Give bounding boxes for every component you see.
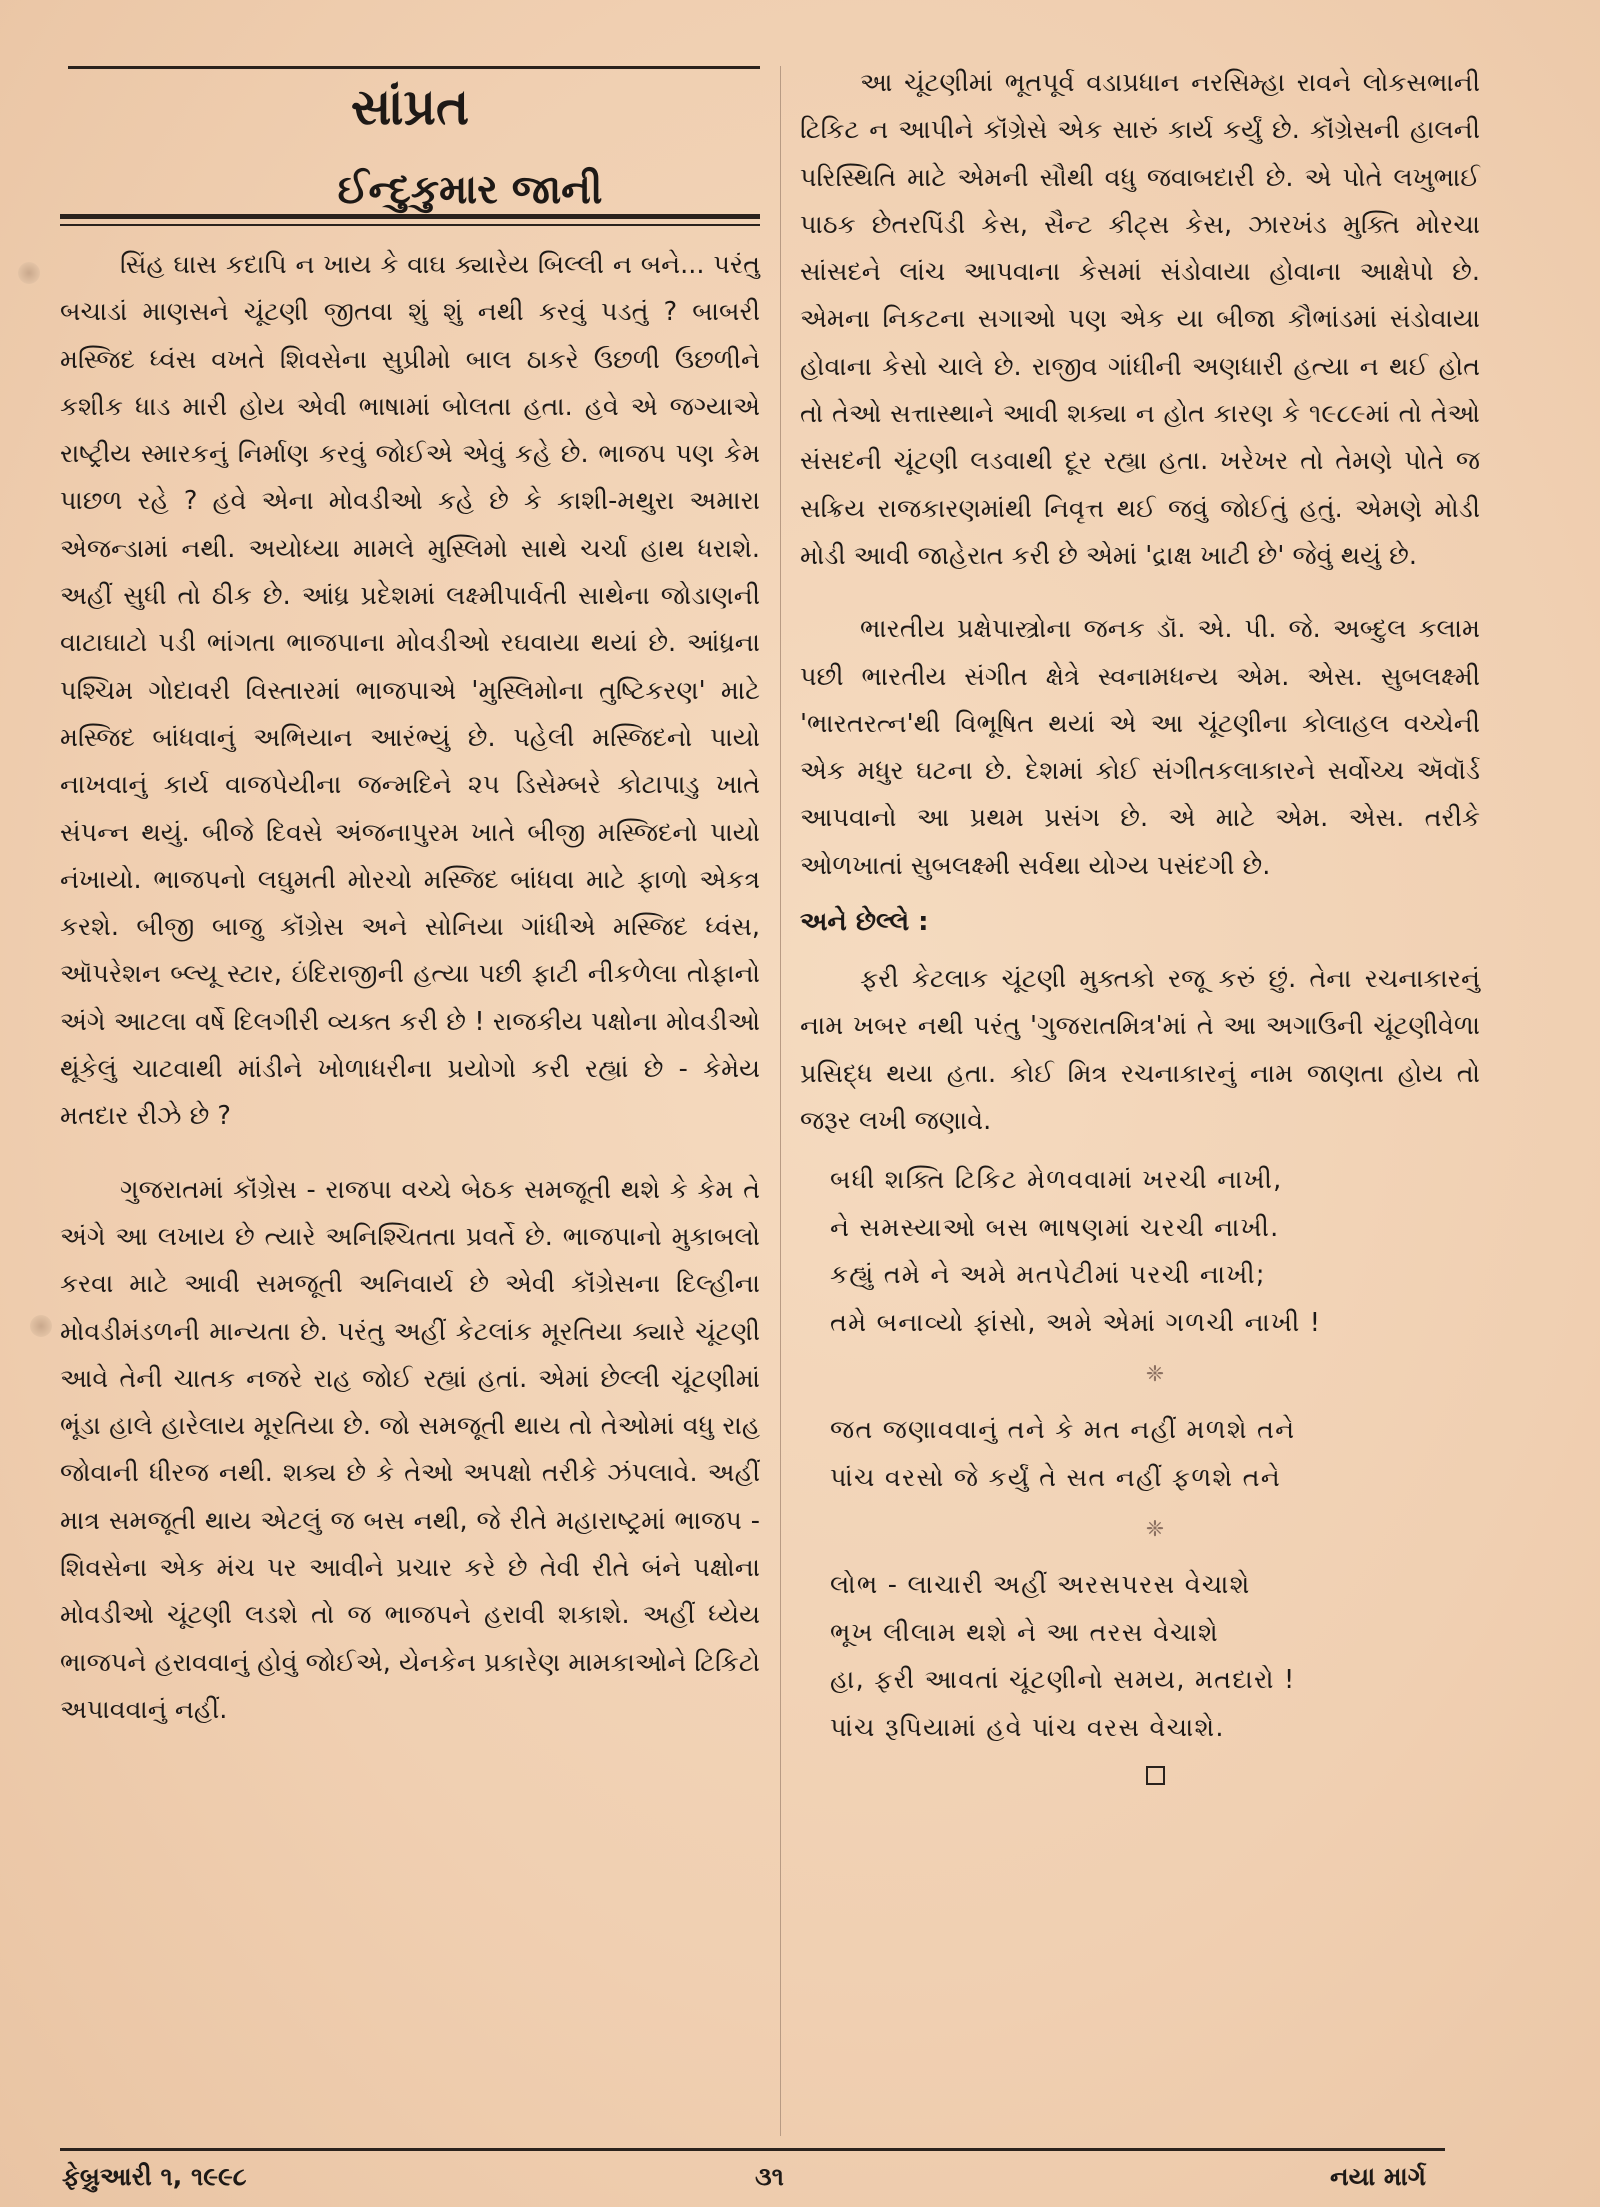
poem-line: પાંચ રૂપિયામાં હવે પાંચ વરસ વેચાશે. [830, 1712, 1225, 1743]
stanza-separator: ❈ [1145, 1362, 1165, 1388]
punch-hole [18, 262, 40, 284]
poem-line: જત જણાવવાનું તને કે મત નહીં મળશે તને [830, 1415, 1296, 1446]
footer-date: ફેબ્રુઆરી ૧, ૧૯૯૮ [62, 2162, 247, 2191]
poem-line: હા, ફરી આવતાં ચૂંટણીનો સમય, મતદારો ! [830, 1665, 1296, 1696]
poem-line: ભૂખ લીલામ થશે ને આ તરસ વેચાશે [830, 1617, 1219, 1648]
poem-line: લોભ - લાચારી અહીં અરસપરસ વેચાશે [830, 1570, 1251, 1601]
column-divider [780, 66, 781, 2136]
article-paragraph: સિંહ ઘાસ કદાપિ ન ખાય કે વાઘ ક્યારેય બિલ્લી ન બને... પરંતુ બચાડાં માણસને ચૂંટણી જીતવા શું શું નથી કરવું પડતું ? બાબરી મસ્જિદ ધ્વંસ વખતે શિવસેના સુપ્રીમો બાલ ઠાકરે ઉછળી ઉછળીને કશીક ધાડ મારી હોય એવી ભાષામાં બોલતા હતા. હવે એ જગ્યાએ રાષ્ટ્રીય સ્મારકનું નિર્માણ કરવું જોઈએ એવું કહે છે. ભાજપ પણ કેમ પાછળ રહે ? હવે એના મોવડીઓ કહે છે કે કાશી-મથુરા અમારા એજન્ડામાં નથી. અયોધ્યા મામલે મુસ્લિમો સાથે ચર્ચા હાથ ધરાશે. અહીં સુધી તો ઠીક છે. આંધ્ર પ્રદેશમાં લક્ષ્મીપાર્વતી સાથેના જોડાણની વાટાઘાટો પડી ભાંગતા ભાજપાના મોવડીઓ રઘવાયા થયાં છે. આંધ્રના પશ્ચિમ ગોદાવરી વિસ્તારમાં ભાજપાએ 'મુસ્લિમોના તુષ્ટિકરણ' માટે મસ્જિદ બાંધવાનું અભિયાન આરંભ્યું છે. પહેલી મસ્જિદનો પાયો નાખવાનું કાર્ય વાજપેયીના જન્મદિને ૨૫ ડિસેમ્બરે કોટાપાડુ ખાતે સંપન્ન થયું. બીજે દિવસે અંજનાપુરમ ખાતે બીજી મસ્જિદનો પાયો નંખાયો. ભાજપનો લઘુમતી મોરચો મસ્જિદ બાંધવા માટે ફાળો એકત્ર કરશે. બીજી બાજુ કૉંગ્રેસ અને સોનિયા ગાંધીએ મસ્જિદ ધ્વંસ, ઑપરેશન બ્લ્યૂ સ્ટાર, ઇંદિરાજીની હત્યા પછી ફાટી નીકળેલા તોફાનો અંગે આટલા વર્ષે દિલગીરી વ્યક્ત કરી છે ! રાજકીય પક્ષોના મોવડીઓ થૂંકેલું ચાટવાથી માંડીને ખોળાધરીના પ્રયોગો કરી રહ્યાં છે - કેમેય મતદાર રીઝે છે ? [60, 250, 760, 1132]
poem-stanza [830, 1562, 1480, 1752]
poem-line: ને સમસ્યાઓ બસ ભાષણમાં ચરચી નાખી. [830, 1212, 1280, 1243]
stanza-separator: ❈ [1145, 1517, 1165, 1543]
poem-line: કહ્યું તમે ને અમે મતપેટીમાં પરચી નાખી; [830, 1260, 1266, 1291]
article-paragraph: ભારતીય પ્રક્ષેપાસ્ત્રોના જનક ડૉ. એ. પી. જે. અબ્દુલ કલામ પછી ભારતીય સંગીત ક્ષેત્રે સ્વનામધન્ય એમ. એસ. સુબલક્ષ્મી 'ભારતરત્ન'થી વિભૂષિત થયાં એ આ ચૂંટણીના કોલાહલ વચ્ચેની એક મધુર ઘટના છે. દેશમાં કોઈ સંગીતકલાકારને સર્વોચ્ચ ઍવૉર્ડ આપવાનો આ પ્રથમ પ્રસંગ છે. એ માટે એમ. એસ. તરીકે ઓળખાતાં સુબલક્ષ્મી સર્વથા યોગ્ય પસંદગી છે. [800, 614, 1480, 881]
poem-stanza [830, 1157, 1480, 1347]
poem-line: પાંચ વરસો જે કર્યું તે સત નહીં ફળશે તને [830, 1462, 1281, 1493]
right-column [800, 60, 1480, 1785]
poem-line: બધી શક્તિ ટિકિટ મેળવવામાં ખરચી નાખી, [830, 1165, 1283, 1196]
author-name: ઈન્દુકુમાર જાની [337, 167, 603, 213]
footer-rule [60, 2148, 1445, 2151]
left-column [60, 60, 760, 1734]
page-number: ૩૧ [755, 2162, 784, 2191]
article-paragraph: આ ચૂંટણીમાં ભૂતપૂર્વ વડાપ્રધાન નરસિમ્હા રાવને લોકસભાની ટિકિટ ન આપીને કૉંગ્રેસે એક સારું કાર્ય કર્યું છે. કૉંગ્રેસની હાલની પરિસ્થિતિ માટે એમની સૌથી વધુ જવાબદારી છે. એ પોતે લખુભાઈ પાઠક છેતરપિંડી કેસ, સૈન્ટ કીટ્સ કેસ, ઝારખંડ મુક્તિ મોરચા સાંસદને લાંચ આપવાના કેસમાં સંડોવાયા હોવાના આક્ષેપો છે. એમના નિકટના સગાઓ પણ એક યા બીજા કૌભાંડમાં સંડોવાયા હોવાના કેસો ચાલે છે. રાજીવ ગાંધીની અણધારી હત્યા ન થઈ હોત તો તેઓ સત્તાસ્થાને આવી શક્યા ન હોત કારણ કે ૧૯૮૯માં તો તેઓ સંસદની ચૂંટણી લડવાથી દૂર રહ્યા હતા. ખરેખર તો તેમણે પોતે જ સક્રિય રાજકારણમાંથી નિવૃત્ત થઈ જવું જોઈતું હતું. એમણે મોડી મોડી આવી જાહેરાત કરી છે એમાં 'દ્રાક્ષ ખાટી છે' જેવું થયું છે. [800, 68, 1480, 571]
column-title: સાંપ્રત [350, 78, 470, 136]
magazine-name: નયા માર્ગ [1330, 2162, 1426, 2191]
poem-block [830, 1157, 1480, 1785]
article-paragraph: ફરી કેટલાક ચૂંટણી મુક્તકો રજૂ કરું છું. તેના રચનાકારનું નામ ખબર નથી પરંતુ 'ગુજરાતમિત્ર'માં તે આ અગાઉની ચૂંટણીવેળા પ્રસિદ્ધ થયા હતા. કોઈ મિત્ર રચનાકારનું નામ જાણતા હોય તો જરૂર લખી જણાવે. [800, 964, 1480, 1136]
end-mark-icon [1146, 1766, 1165, 1785]
poem-line: તમે બનાવ્યો ફાંસો, અમે એમાં ગળચી નાખી ! [830, 1307, 1322, 1338]
article-paragraph: ગુજરાતમાં કૉંગ્રેસ - રાજપા વચ્ચે બેઠક સમજૂતી થશે કે કેમ તે અંગે આ લખાય છે ત્યારે અનિશ્ચિતતા પ્રવર્તે છે. ભાજપાનો મુકાબલો કરવા માટે આવી સમજૂતી અનિવાર્ય છે એવી કૉંગ્રેસના દિલ્હીના મોવડીમંડળની માન્યતા છે. પરંતુ અહીં કેટલાંક મૂરતિયા ક્યારે ચૂંટણી આવે તેની ચાતક નજરે રાહ જોઈ રહ્યાં હતાં. એમાં છેલ્લી ચૂંટણીમાં ભૂંડા હાલે હારેલાય મૂરતિયા છે. જો સમજૂતી થાય તો તેઓમાં વધુ રાહ જોવાની ધીરજ નથી. શક્ય છે કે તેઓ અપક્ષો તરીકે ઝંપલાવે. અહીં માત્ર સમજૂતી થાય એટલું જ બસ નથી, જે રીતે મહારાષ્ટ્રમાં ભાજપ - શિવસેના એક મંચ પર આવીને પ્રચાર કરે છે તેવી રીતે બંને પક્ષોના મોવડીઓ ચૂંટણી લડશે તો જ ભાજપને હરાવી શકાશે. અહીં ધ્યેય ભાજપને હરાવવાનું હોવું જોઈએ, યેનકેન પ્રકારેણ મામકાઓને ટિકિટો અપાવવાનું નહીં. [60, 1174, 760, 1725]
section-subheading: અને છેલ્લે : [800, 907, 929, 938]
punch-hole [30, 1315, 52, 1337]
poem-stanza [830, 1407, 1480, 1502]
